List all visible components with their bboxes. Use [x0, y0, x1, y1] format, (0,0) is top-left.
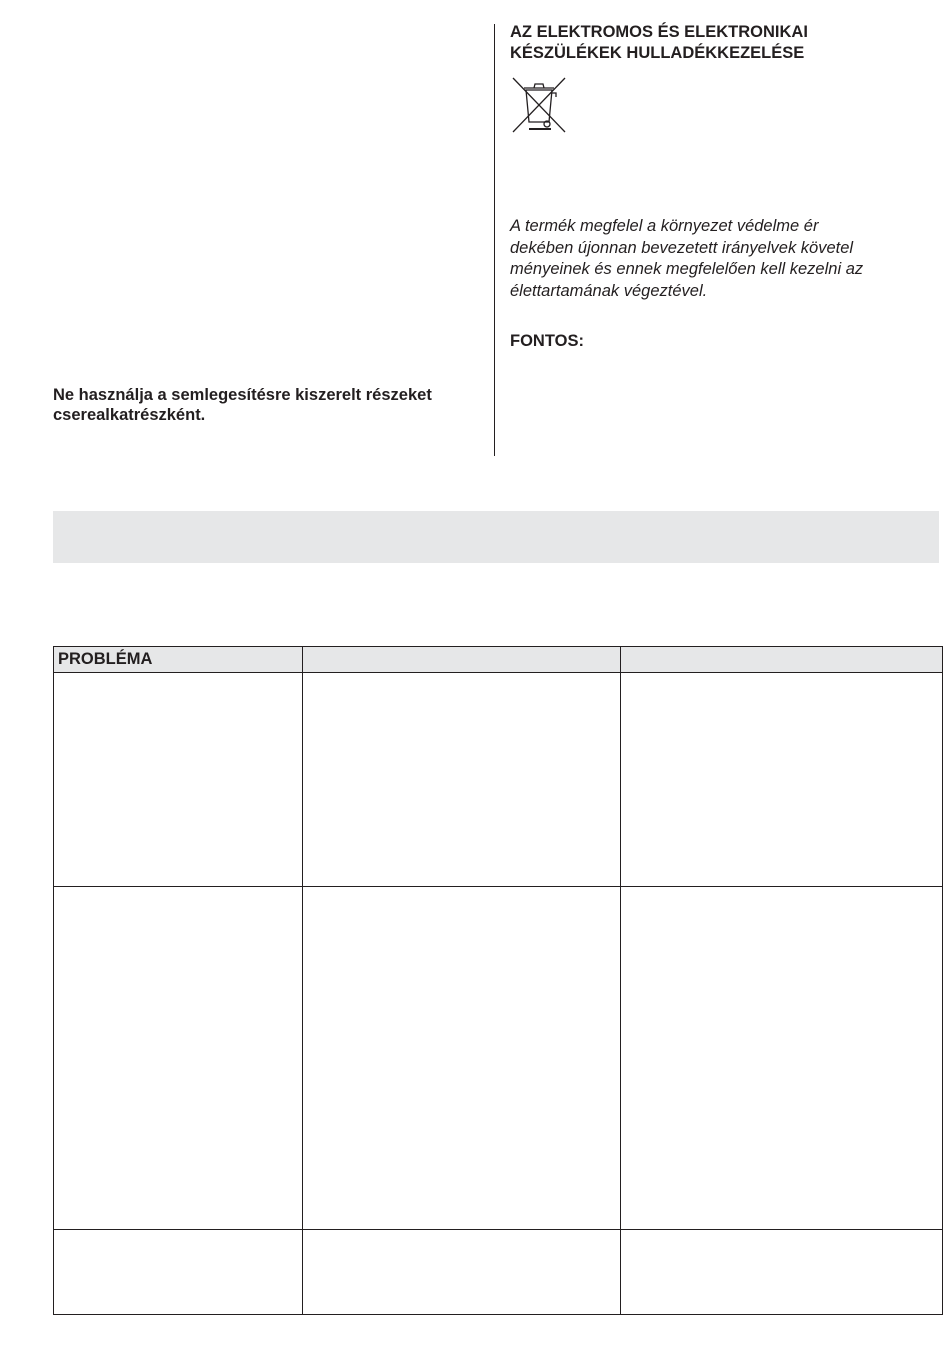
- table-row: [54, 887, 943, 1230]
- table-cell: [303, 887, 621, 1230]
- header-problem: PROBLÉMA: [54, 647, 303, 673]
- table-cell: [54, 887, 303, 1230]
- left-note-text: Ne használja a semlegesítésre kiszerelt részeket cserealkatrészként.: [53, 386, 432, 424]
- table-cell: [621, 1230, 943, 1315]
- header-column-2: [303, 647, 621, 673]
- table-cell: [621, 887, 943, 1230]
- table-header-row: [54, 647, 943, 673]
- table-row: [54, 1230, 943, 1315]
- header-column-3: [621, 647, 943, 673]
- troubleshooting-table: [53, 646, 943, 1315]
- left-note: [53, 385, 493, 425]
- table-row: [54, 673, 943, 887]
- weee-text-line-2: dekében újonnan bevezetett irányelvek követel: [510, 238, 854, 257]
- important-label: FONTOS:: [510, 332, 584, 350]
- table-cell: [54, 673, 303, 887]
- weee-title-line-1: AZ ELEKTROMOS ÉS ELEKTRONIKAI: [510, 23, 808, 41]
- weee-section-title: [510, 22, 930, 64]
- table-cell: [303, 673, 621, 887]
- weee-text-line-4: élettartamának végeztével.: [510, 281, 708, 300]
- weee-description: [510, 216, 935, 302]
- section-header-band: [53, 511, 939, 563]
- weee-text-line-1: A termék megfelel a környezet védelme ér: [510, 217, 819, 235]
- table-cell: [303, 1230, 621, 1315]
- table-cell: [621, 673, 943, 887]
- crossed-out-wheelie-bin-icon: [510, 75, 568, 135]
- weee-text-line-3: ményeinek és ennek megfelelően kell kezelni az: [510, 260, 864, 278]
- weee-title-line-2: KÉSZÜLÉKEK HULLADÉKKEZELÉSE: [510, 44, 805, 62]
- table-cell: [54, 1230, 303, 1315]
- column-divider: [494, 24, 495, 456]
